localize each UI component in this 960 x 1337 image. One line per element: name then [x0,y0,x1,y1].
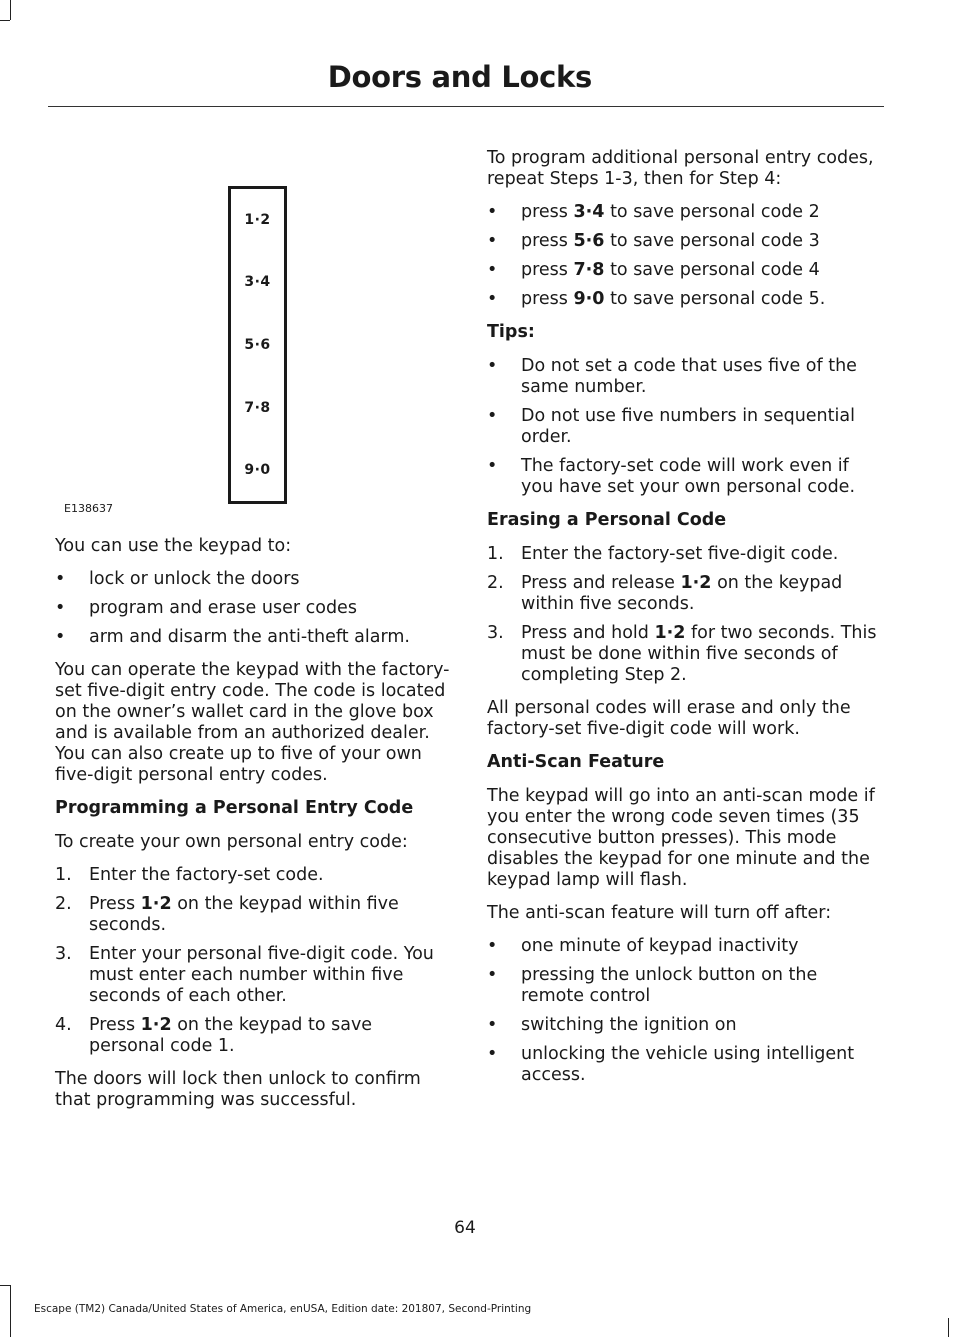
list-item: • switching the ignition on [487,1015,737,1035]
list-item: • Do not set a code that uses five of the same number. [487,356,857,397]
keypad-key-7-8: 7·8 [244,400,271,416]
bullet: • [487,202,498,222]
bullet: • [487,936,498,956]
bullet: • [55,627,66,647]
bullet: • [487,965,498,985]
erase-steps [487,544,884,686]
additional-codes-intro: To program additional personal entry codes, repeat Steps 1-3, then for Step 4: [487,148,874,189]
list-item: • Do not use five numbers in sequential order. [487,406,855,447]
step-item: 3. Press and hold 1·2 for two seconds. This must be done within five seconds of completing Step 2. [487,623,877,685]
programming-steps [55,865,450,1057]
figure-code: E138637 [64,502,113,515]
bullet: • [487,289,498,309]
keypad-illustration [228,186,287,504]
erase-note: All personal codes will erase and only the factory-set five-digit code will work. [487,698,851,739]
crop-mark [0,20,10,21]
keypad-uses-list [55,569,450,648]
step-item: 1. Enter the factory-set code. [55,865,324,885]
keypad-key-3-4: 3·4 [244,274,271,290]
bullet: • [487,456,498,476]
tips-list [487,356,884,498]
keypad-key-1-2: 1·2 [244,212,271,228]
antiscan-off-list [487,936,884,1086]
bullet: • [55,598,66,618]
page-title: Doors and Locks [327,60,592,94]
antiscan-paragraph: The keypad will go into an anti-scan mode if you enter the wrong code seven times (35 consecutive button presses). This mode disables the keypad for one minute and the keypad lamp will flash. [487,786,875,890]
bullet: • [487,406,498,426]
keypad-uses-intro: You can use the keypad to: [55,536,292,556]
bullet: • [487,231,498,251]
bullet: • [487,1044,498,1064]
bullet: • [487,260,498,280]
page-number: 64 [454,1218,476,1238]
list-item: • The factory-set code will work even if you have set your own personal code. [487,456,856,497]
right-column [487,148,884,1098]
list-item: • unlocking the vehicle using intelligent access. [487,1044,855,1085]
list-item: • press 9·0 to save personal code 5. [487,289,826,309]
bullet: • [487,356,498,376]
additional-codes-list [487,202,884,310]
list-item: • program and erase user codes [55,598,357,618]
section-heading-antiscan: Anti-Scan Feature [487,752,665,772]
list-item: • press 7·8 to save personal code 4 [487,260,820,280]
create-code-intro: To create your own personal entry code: [55,832,408,852]
list-item: • press 3·4 to save personal code 2 [487,202,820,222]
list-item: • lock or unlock the doors [55,569,300,589]
crop-mark [948,1318,949,1337]
step-item: 2. Press and release 1·2 on the keypad within five seconds. [487,573,843,614]
crop-mark [0,1285,10,1286]
keypad-key-5-6: 5·6 [244,337,271,353]
step-item: 1. Enter the factory-set five-digit code. [487,544,839,564]
list-item: • pressing the unlock button on the remote control [487,965,818,1006]
list-item: • one minute of keypad inactivity [487,936,799,956]
antiscan-off-intro: The anti-scan feature will turn off after: [487,903,832,923]
crop-mark [10,1285,11,1337]
bullet: • [487,1015,498,1035]
title-divider [48,106,884,107]
section-heading-erasing: Erasing a Personal Code [487,510,727,530]
section-heading-tips: Tips: [487,322,535,342]
keypad-key-9-0: 9·0 [244,462,271,478]
left-column [55,536,450,1123]
list-item: • arm and disarm the anti-theft alarm. [55,627,410,647]
crop-mark [10,0,11,20]
step-item: 3. Enter your personal five-digit code. You must enter each number within five seconds of each other. [55,944,434,1006]
section-heading-programming: Programming a Personal Entry Code [55,798,414,818]
step-item: 4. Press 1·2 on the keypad to save personal code 1. [55,1015,373,1056]
factory-code-paragraph: You can operate the keypad with the factory-set five-digit entry code. The code is located on the owner’s wallet card in the glove box and is available from an authorized dealer. You can also create up to five of your own five-digit personal entry codes. [55,660,450,785]
list-item: • press 5·6 to save personal code 3 [487,231,820,251]
confirm-paragraph: The doors will lock then unlock to confirm that programming was successful. [55,1069,421,1110]
bullet: • [55,569,66,589]
footer-edition: Escape (TM2) Canada/United States of America, enUSA, Edition date: 201807, Second-Printing [34,1303,532,1315]
step-item: 2. Press 1·2 on the keypad within five seconds. [55,894,399,935]
keypad-figure [58,176,450,516]
